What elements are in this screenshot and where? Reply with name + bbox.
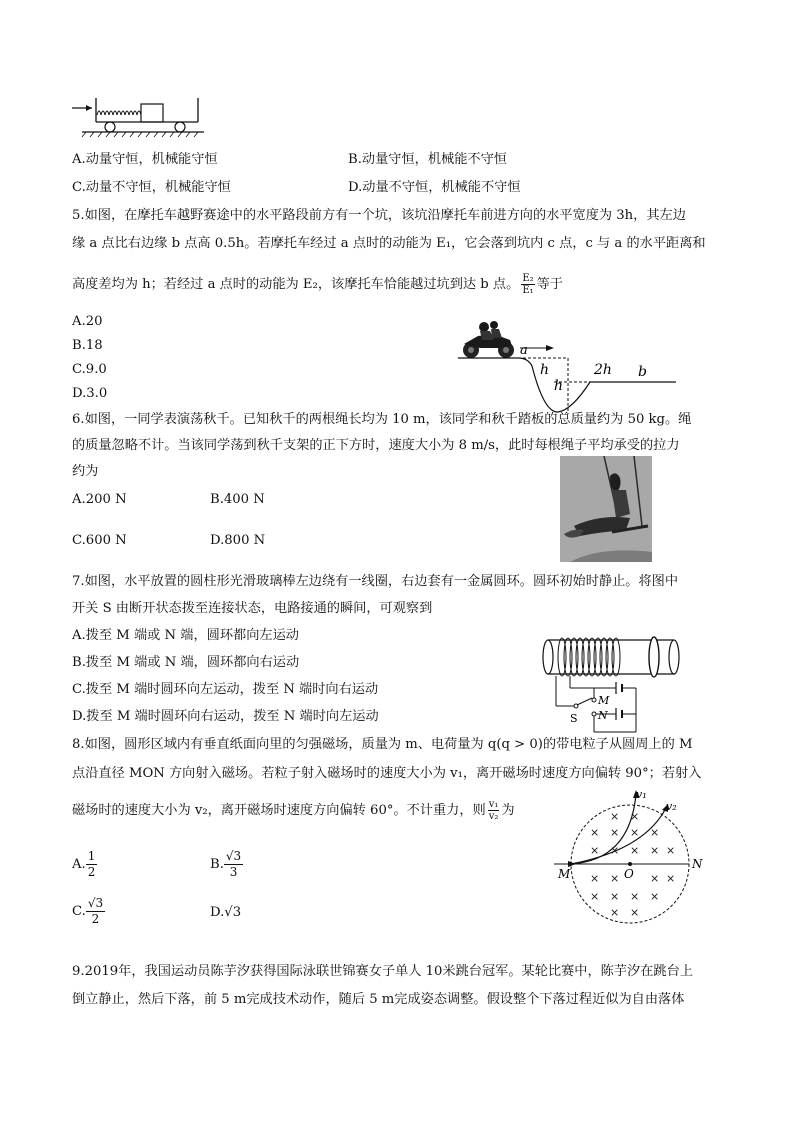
q8-option-c-letter: C. bbox=[72, 904, 86, 919]
q6-option-d: D.800 N bbox=[210, 533, 266, 548]
svg-text:×: × bbox=[610, 872, 620, 885]
svg-text:×: × bbox=[630, 890, 640, 903]
q6-swing-photo bbox=[560, 456, 652, 562]
q8-option-b-letter: B. bbox=[210, 857, 224, 872]
q7-stem-line-1: 7.如图，水平放置的圆柱形光滑玻璃棒左边绕有一线圈，右边套有一金属圆环。圆环初始时静止。将图中 bbox=[72, 574, 679, 589]
q8-label-v1: v₁ bbox=[636, 788, 647, 801]
q7-label-m: M bbox=[598, 694, 610, 707]
q5-stem-line-2: 缘 a 点比右边缘 b 点高 0.5h。若摩托车经过 a 点时的动能为 E₁，它会落到坑内 c 点，c 与 a 的水平距离和 bbox=[72, 236, 706, 251]
q8-option-d bbox=[210, 904, 241, 922]
motorcycle-icon bbox=[463, 321, 514, 358]
q5-option-c: C.9.0 bbox=[72, 362, 107, 377]
q7-option-a: A.拨至 M 端或 N 端，圆环都向左运动 bbox=[72, 628, 299, 643]
q8-ratio-numerator: v₁ bbox=[488, 799, 499, 810]
q4-option-c: C.动量不守恒，机械能守恒 bbox=[72, 180, 231, 195]
q8-option-b-num: √3 bbox=[225, 849, 242, 863]
q6-stem-line-2: 的质量忽略不计。当该同学荡到秋千支架的正下方时，速度大小为 8 m/s，此时每根绳子平均承受的拉力 bbox=[72, 438, 680, 453]
q5-label-h2: h bbox=[554, 378, 564, 394]
svg-text:×: × bbox=[650, 844, 660, 857]
q5-ratio-denominator: E₁ bbox=[522, 285, 534, 296]
q8-option-c-den: 2 bbox=[91, 912, 100, 926]
q8-magnetic-field-diagram bbox=[554, 786, 706, 926]
q8-label-o: O bbox=[624, 867, 634, 881]
q6-option-b: B.400 N bbox=[210, 492, 265, 507]
q5-label-b: b bbox=[638, 364, 647, 380]
q5-option-d: D.3.0 bbox=[72, 386, 108, 401]
svg-text:×: × bbox=[590, 826, 600, 839]
q5-option-a: A.20 bbox=[72, 314, 103, 329]
q4-option-b: B.动量守恒，机械能不守恒 bbox=[348, 152, 507, 167]
q7-option-c: C.拨至 M 端时圆环向左运动，拨至 N 端时向右运动 bbox=[72, 682, 379, 697]
q8-option-c-fraction bbox=[86, 896, 105, 927]
svg-text:×: × bbox=[610, 810, 620, 823]
svg-text:×: × bbox=[610, 890, 620, 903]
q5-label-a: a bbox=[520, 343, 528, 358]
svg-text:×: × bbox=[650, 872, 660, 885]
q8-speed-ratio bbox=[488, 799, 500, 822]
q7-label-n: N bbox=[598, 709, 608, 722]
q7-coil-circuit-diagram bbox=[540, 630, 684, 734]
q5-pit-diagram bbox=[458, 318, 676, 416]
svg-text:×: × bbox=[650, 826, 660, 839]
svg-text:×: × bbox=[590, 872, 600, 885]
svg-text:×: × bbox=[590, 844, 600, 857]
svg-text:×: × bbox=[650, 890, 660, 903]
q8-option-a-num: 1 bbox=[87, 849, 96, 863]
q5-stem-line-1: 5.如图，在摩托车越野赛途中的水平路段前方有一个坑，该坑沿摩托车前进方向的水平宽度为 3h，其左边 bbox=[72, 208, 686, 223]
q8-label-v2: v₂ bbox=[666, 800, 677, 813]
q7-option-d: D.拨至 M 端时圆环向右运动，拨至 N 端时向左运动 bbox=[72, 709, 379, 724]
q8-stem-line-3-text: 磁场时的速度大小为 v₂，离开磁场时速度方向偏转 60°。不计重力，则 bbox=[72, 803, 486, 818]
svg-text:×: × bbox=[630, 826, 640, 839]
svg-text:×: × bbox=[666, 844, 676, 857]
q5-energy-ratio bbox=[521, 273, 534, 296]
q8-option-b bbox=[210, 848, 243, 882]
q8-option-d-value: √3 bbox=[224, 905, 242, 920]
q5-option-b: B.18 bbox=[72, 338, 103, 353]
q8-label-n: N bbox=[692, 857, 703, 871]
q4-option-a: A.动量守恒，机械能守恒 bbox=[72, 152, 218, 167]
q6-stem-line-3: 约为 bbox=[72, 464, 99, 479]
svg-text:×: × bbox=[630, 810, 640, 823]
q9-stem-line-1: 9.2019年，我国运动员陈芋汐获得国际泳联世锦赛女子单人 10米跳台冠军。某轮比赛中，陈芋汐在跳台上 bbox=[72, 964, 693, 979]
q5-stem-line-3 bbox=[72, 272, 563, 298]
q7-label-s: S bbox=[570, 712, 578, 725]
q6-stem-line-1: 6.如图，一同学表演荡秋千。已知秋千的两根绳长均为 10 m，该同学和秋千踏板的总质量约为 50 kg。绳 bbox=[72, 412, 692, 427]
svg-text:×: × bbox=[610, 906, 620, 919]
q8-option-d-letter: D. bbox=[210, 905, 225, 920]
q9-stem-line-2: 倒立静止，然后下落，前 5 m完成技术动作，随后 5 m完成姿态调整。假设整个下落过程近似为自由落体 bbox=[72, 992, 685, 1007]
q6-option-c: C.600 N bbox=[72, 533, 127, 548]
svg-text:×: × bbox=[610, 826, 620, 839]
q5-label-2h: 2h bbox=[594, 362, 612, 378]
svg-text:×: × bbox=[590, 890, 600, 903]
q4-option-d: D.动量不守恒，机械能不守恒 bbox=[348, 180, 521, 195]
svg-text:×: × bbox=[630, 844, 640, 857]
svg-text:×: × bbox=[610, 844, 620, 857]
q6-option-a: A.200 N bbox=[72, 492, 127, 507]
q8-ratio-denominator: v₂ bbox=[488, 811, 499, 822]
q7-option-b: B.拨至 M 端或 N 端，圆环都向右运动 bbox=[72, 655, 300, 670]
q8-option-c-num: √3 bbox=[87, 896, 104, 910]
q8-option-a bbox=[72, 848, 97, 882]
q5-label-h1: h bbox=[540, 362, 550, 378]
q8-option-b-fraction bbox=[224, 849, 243, 880]
q8-option-a-letter: A. bbox=[72, 857, 86, 872]
q8-label-m: M bbox=[558, 867, 571, 881]
q8-option-a-fraction bbox=[86, 849, 98, 880]
q8-option-a-den: 2 bbox=[87, 865, 96, 879]
q8-stem-line-3 bbox=[72, 798, 515, 824]
q5-stem-line-3-text: 高度差均为 h；若经过 a 点时的动能为 E₂，该摩托车恰能越过坑到达 b 点。 bbox=[72, 277, 520, 292]
q5-ratio-numerator: E₂ bbox=[522, 273, 534, 284]
q8-stem-line-2: 点沿直径 MON 方向射入磁场。若粒子射入磁场时的速度大小为 v₁，离开磁场时速度方向偏转 90°；若射入 bbox=[72, 766, 702, 781]
svg-text:×: × bbox=[630, 906, 640, 919]
q8-option-c bbox=[72, 895, 105, 929]
q8-stem-line-3-end: 为 bbox=[501, 803, 515, 818]
q8-option-b-den: 3 bbox=[229, 865, 238, 879]
svg-text:×: × bbox=[666, 872, 676, 885]
q4-cart-diagram bbox=[72, 96, 204, 138]
q8-stem-line-1: 8.如图，圆形区域内有垂直纸面向里的匀强磁场，质量为 m、电荷量为 q(q > 0)的带电粒子从圆周上的 M bbox=[72, 737, 693, 752]
q7-stem-line-2: 开关 S 由断开状态拨至连接状态，电路接通的瞬间，可观察到 bbox=[72, 601, 433, 616]
q5-stem-line-3-end: 等于 bbox=[536, 277, 563, 292]
